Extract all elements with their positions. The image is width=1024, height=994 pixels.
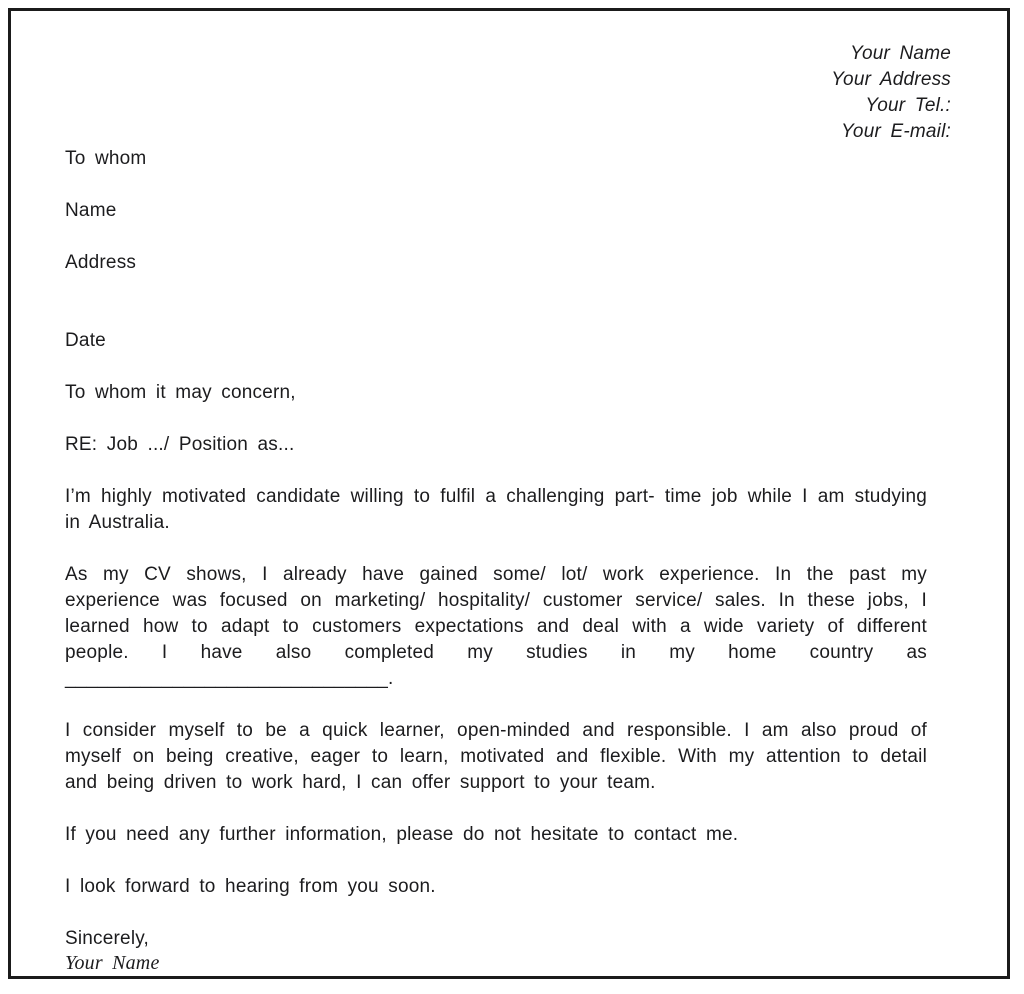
closing-block bbox=[65, 926, 951, 976]
sender-block bbox=[65, 41, 951, 145]
recipient-to-whom: To whom bbox=[65, 148, 147, 169]
date-line: Date bbox=[65, 330, 106, 351]
paragraph-further-info: If you need any further information, please do not hesitate to contact me. bbox=[65, 824, 739, 845]
paragraph-intro: I’m highly motivated candidate willing to fulfil a challenging part- time job while I am studying in Australia. bbox=[65, 486, 927, 533]
paragraph-experience: As my CV shows, I already have gained some/ lot/ work experience. In the past my experience was focused on marketing/ hospitality/ customer service/ sales. In these jobs, I learned how to adapt to customers expectations and deal with a wide variety of different people. I have also completed my studies in my home country as ______________________________. bbox=[65, 564, 927, 689]
salutation: To whom it may concern, bbox=[65, 382, 296, 403]
signoff: Sincerely, bbox=[65, 928, 150, 949]
paragraph-qualities: I consider myself to be a quick learner, open-minded and responsible. I am also proud of myself on being creative, eager to learn, motivated and flexible. With my attention to detail and being driven to work hard, I can offer support to your team. bbox=[65, 720, 927, 793]
subject-line: RE: Job .../ Position as... bbox=[65, 434, 295, 455]
recipient-name: Name bbox=[65, 200, 117, 221]
sender-name: Your Name bbox=[850, 43, 951, 64]
sender-email: Your E-mail: bbox=[841, 121, 951, 142]
paragraph-look-forward: I look forward to hearing from you soon. bbox=[65, 876, 436, 897]
letter-page bbox=[8, 8, 1010, 979]
sender-address: Your Address bbox=[831, 69, 951, 90]
letter-content bbox=[11, 11, 1007, 976]
recipient-address: Address bbox=[65, 252, 137, 273]
sender-tel: Your Tel.: bbox=[865, 95, 951, 116]
signature-name: Your Name bbox=[65, 952, 160, 974]
